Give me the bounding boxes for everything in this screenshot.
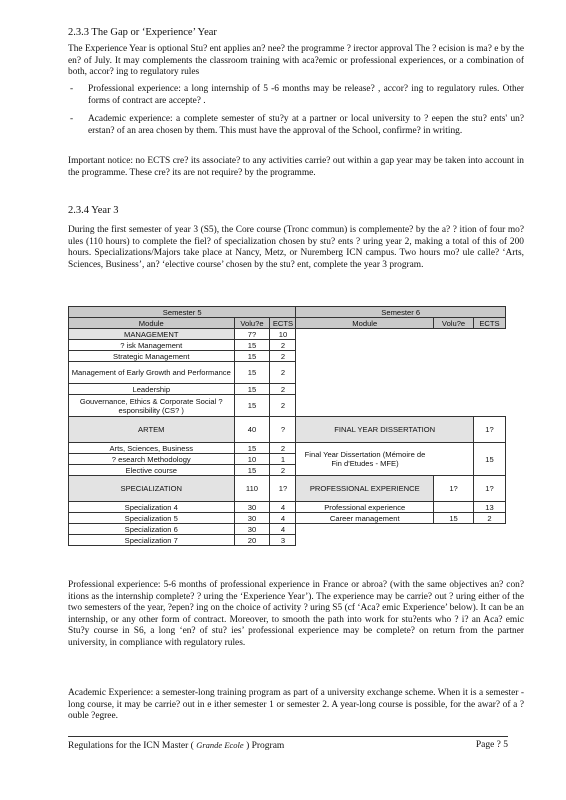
ects-cell: 1? [474, 417, 506, 443]
volume-cell: 20 [234, 535, 270, 546]
empty-area [296, 524, 506, 546]
volume-cell: 15 [234, 362, 270, 384]
volume-cell: 15 [234, 465, 270, 476]
table-row: Specialization 4 [69, 502, 235, 513]
table-row: Specialization 5 [69, 513, 235, 524]
ects-cell: 1? [270, 476, 296, 502]
page-number: Page ? 5 [475, 740, 508, 750]
volume-cell: 7? [234, 329, 270, 340]
ects-cell: 2 [270, 443, 296, 454]
volume-cell: 15 [434, 513, 474, 524]
semester-6-header: Semester 6 [296, 307, 506, 318]
section-heading-year-3: 2.3.4 Year 3 [68, 205, 119, 216]
curriculum-table [68, 306, 506, 546]
volume-cell: 30 [234, 513, 270, 524]
module-artem: ARTEM [69, 417, 235, 443]
col-module: Module [69, 318, 235, 329]
volume-cell: 10 [234, 454, 270, 465]
ects-cell: 2 [270, 362, 296, 384]
bullet-academic-experience: - Academic experience: a complete semester of stu?y at a partner or local university to ? eepen the stu? ents' un? erstan? of an area chosen by them. This must have the approval of the School, confirme? in writing. [70, 114, 524, 136]
volume-cell: 30 [234, 502, 270, 513]
table-row: Leadership [69, 384, 235, 395]
page-footer [68, 736, 508, 751]
table-row: Elective course [69, 465, 235, 476]
table-row: Final Year Dissertation (Mémoire de Fin d'Etudes - MFE) [296, 443, 434, 476]
ects-cell: 2 [474, 513, 506, 524]
bullet-dash: - [70, 114, 74, 124]
ects-cell: 1? [474, 476, 506, 502]
volume-cell: 15 [234, 340, 270, 351]
year-3-paragraph: During the first semester of year 3 (S5), the Core course (Tronc commun) is complemente? by the a? ? ition of four mo? ules (110 hours) to complete the fiel? of specialization chosen by stu? ents ? uring year 2, making a total of this of 200 hours. Specializations/Majors take place at Nancy, Metz, or Nuremberg ICN campus. Two hours mo? ule calle? ‘Arts, Sciences, Business’, an? ‘elective course’ chosen by the stu? ent, complete the year 3 program. [68, 225, 524, 270]
ects-cell: 1 [270, 454, 296, 465]
module-final-year-dissertation: FINAL YEAR DISSERTATION [296, 417, 474, 443]
volume-cell: 15 [234, 443, 270, 454]
bullet-professional-experience: - Professional experience: a long internship of 5 -6 months may be release? , accor? ing to regulatory rules. Other forms of contract are accepte? . [70, 84, 524, 106]
ects-cell: 2 [270, 384, 296, 395]
ects-cell: 2 [270, 340, 296, 351]
table-row: Strategic Management [69, 351, 235, 362]
academic-experience-paragraph: Academic Experience: a semester-long training program as part of a university exchange scheme. When it is a semester -long course, it may be carrie? out in e ither semester 1 or semester 2. A year-long course is possible, for the awar? of a ? ouble ?egree. [68, 688, 524, 722]
empty-area [296, 329, 506, 417]
col-volume: Volu?e [234, 318, 270, 329]
ects-cell: 3 [270, 535, 296, 546]
table-row: Career management [296, 513, 434, 524]
ects-cell: ? [270, 417, 296, 443]
module-professional-experience: PROFESSIONAL EXPERIENCE [296, 476, 434, 502]
gap-year-intro: The Experience Year is optional Stu? ent applies an? nee? the programme ? irector approval The ? ecision is ma? e by the en? of July. It may complements the classroom training with aca?emic or professional experiences, or a combination of both, accor? ing to regulatory rules [68, 44, 524, 78]
footer-title: Regulations for the ICN Master ( Grande Ecole ) Program [68, 740, 285, 751]
ects-cell: 4 [270, 513, 296, 524]
volume-cell: 40 [234, 417, 270, 443]
table-row: Gouvernance, Ethics & Corporate Social ?esponsibility (CS? ) [69, 395, 235, 417]
col-ects: ECTS [474, 318, 506, 329]
ects-cell: 10 [270, 329, 296, 340]
col-module: Module [296, 318, 434, 329]
important-notice: Important notice: no ECTS cre? its associate? to any activities carrie? out within a gap year may be taken into account in the programme. These cre? its are not require? by the programme. [68, 156, 524, 178]
volume-cell: 110 [234, 476, 270, 502]
table-row: Professional experience [296, 502, 434, 513]
ects-cell: 13 [474, 502, 506, 513]
table-row: Arts, Sciences, Business [69, 443, 235, 454]
section-heading-gap-year: 2.3.3 The Gap or ‘Experience’ Year [68, 27, 217, 38]
ects-cell: 4 [270, 502, 296, 513]
ects-cell: 15 [474, 443, 506, 476]
volume-cell [434, 502, 474, 513]
professional-experience-paragraph: Professional experience: 5-6 months of professional experience in France or abroa? (with the same objectives an? con? itions as the internship complete? ? uring the ‘Experience Year’). The experience may be carrie? out ? uring either of the two semesters of the year, ?epen? ing on the choice of activity ? uring S5 (cf ‘Aca? emic Experience’ below). It can be an internship, or any other form of contract. Moreover, to smooth the path into work for stu?ents who ? i? an Aca? emic Stu?y course in S6, a long ‘en? of stu? ies’ professional experience may be complete? on return from the partner university, in compliance with regulatory rules. [68, 580, 524, 648]
ects-cell: 2 [270, 351, 296, 362]
volume-cell: 15 [234, 384, 270, 395]
ects-cell: 2 [270, 395, 296, 417]
table-row: ? esearch Methodology [69, 454, 235, 465]
module-specialization: SPECIALIZATION [69, 476, 235, 502]
table-row: ? isk Management [69, 340, 235, 351]
volume-cell: 30 [234, 524, 270, 535]
table-row: Specialization 7 [69, 535, 235, 546]
col-volume: Volu?e [434, 318, 474, 329]
volume-cell: 15 [234, 395, 270, 417]
ects-cell: 2 [270, 465, 296, 476]
table-row: Specialization 6 [69, 524, 235, 535]
ects-cell: 4 [270, 524, 296, 535]
bullet-dash: - [70, 84, 74, 94]
volume-cell: 1? [434, 476, 474, 502]
volume-cell [434, 443, 474, 476]
semester-5-header: Semester 5 [69, 307, 296, 318]
volume-cell: 15 [234, 351, 270, 362]
col-ects: ECTS [270, 318, 296, 329]
module-management: MANAGEMENT [69, 329, 235, 340]
table-row: Management of Early Growth and Performance [69, 362, 235, 384]
